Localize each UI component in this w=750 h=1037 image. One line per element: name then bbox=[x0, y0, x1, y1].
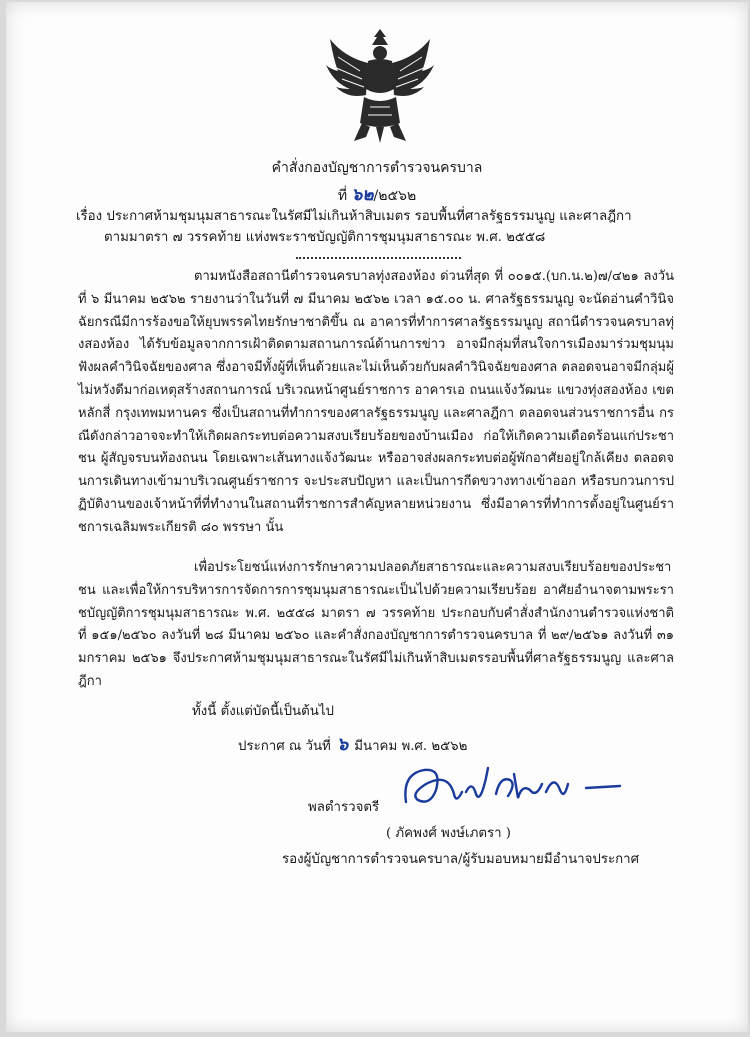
order-title: คำสั่งกองบัญชาการตำรวจนครบาล bbox=[271, 160, 483, 176]
signer-name: ( ภัคพงศ์ พงษ์เภตรา ) bbox=[386, 826, 511, 841]
order-number-suffix: /๒๕๖๒ bbox=[373, 188, 417, 204]
effective-date-statement: ทั้งนี้ ตั้งแต่บัดนี้เป็นต้นไป bbox=[192, 704, 334, 719]
garuda-emblem-icon bbox=[324, 27, 436, 145]
document-page bbox=[6, 2, 748, 1032]
signer-rank: พลตำรวจตรี bbox=[308, 800, 380, 815]
dotted-divider bbox=[296, 257, 461, 259]
announce-suffix: มีนาคม พ.ศ. ๒๕๖๒ bbox=[354, 739, 468, 754]
paragraph-1 bbox=[78, 266, 674, 540]
paragraph-1-text: ตามหนังสือสถานีตำรวจนครบาลทุ่งสองห้อง ด่วนที่สุด ที่ ๐๐๑๕.(บก.น.๒)๗/๔๒๑ ลงวันที่ ๖ มีนาคม ๒๕๖๒ รายงานว่าในวันที่ ๗ มีนาคม ๒๕๖๒ เวลา ๑๕.๐๐ น. ศาลรัฐธรรมนูญ จะนัดอ่านคำวินิจฉัยกรณีมีการร้องขอให้ยุบพรรคไทยรักษาชาติขึ้น ณ อาคารที่ทำการศาลรัฐธรรมนูญ สถานีตำรวจนครบาลทุ่งสองห้อง ได้รับข้อมูลจากการเฝ้าติดตามสถานการณ์ด้านการข่าว อาจมีกลุ่มที่สนใจการเมืองมาร่วมชุมนุม ฟังผลคำวินิจฉัยของศาล ซึ่งอาจมีทั้งผู้ที่เห็นด้วยและไม่เห็นด้วยกับผลคำวินิจฉัยของศาล ตลอดจนอาจมีกลุ่มผู้ไม่หวังดีมาก่อเหตุสร้างสถานการณ์ บริเวณหน้าศูนย์ราชการ อาคารเอ ถนนแจ้งวัฒนะ แขวงทุ่งสองห้อง เขตหลักสี่ กรุงเทพมหานคร ซึ่งเป็นสถานที่ทำการของศาลรัฐธรรมนูญ และศาลฎีกา ตลอดจนส่วนราชการอื่น กรณีดังกล่าวอาจจะทำให้เกิดผลกระทบต่อความสงบเรียบร้อยของบ้านเมือง ก่อให้เกิดความเดือดร้อนแก่ประชาชน ผู้สัญจรบนท้องถนน โดยเฉพาะเส้นทางแจ้งวัฒนะ หรืออาจส่งผลกระทบต่อผู้พักอาศัยอยู่ใกล้เคียง ตลอดจนการเดินทางเข้ามาบริเวณศูนย์ราชการ จะประสบปัญหา และเป็นการกีดขวางทางเข้าออก หรือรบกวนการปฏิบัติงานของเจ้าหน้าที่ที่ทำงานในสถานที่ราชการสำคัญหลายหน่วยงาน ซึ่งมีอาคารที่ทำการตั้งอยู่ในศูนย์ราชการเฉลิมพระเกียรติ ๘๐ พรรษา นั้น bbox=[78, 269, 674, 535]
paragraph-2-text: เพื่อประโยชน์แห่งการรักษาความปลอดภัยสาธารณะและความสงบเรียบร้อยของประชาชน และเพื่อให้การบริหารการจัดการการชุมนุมสาธารณะเป็นไปด้วยความเรียบร้อย อาศัยอำนาจตามพระราชบัญญัติการชุมนุมสาธารณะ พ.ศ. ๒๕๕๘ มาตรา ๗ วรรคท้าย ประกอบกับคำสั่งสำนักงานตำรวจแห่งชาติ ที่ ๑๕๑/๒๕๖๐ ลงวันที่ ๒๘ มีนาคม ๒๕๖๐ และคำสั่งกองบัญชาการตำรวจนครบาล ที่ ๒๙/๒๕๖๑ ลงวันที่ ๓๑ มกราคม ๒๕๖๑ จึงประกาศห้ามชุมนุมสาธารณะในรัศมีไม่เกินห้าสิบเมตรรอบพื้นที่ศาลรัฐธรรมนูญ และศาลฎีกา bbox=[78, 560, 674, 689]
announce-day-handwritten: ๖ bbox=[336, 734, 349, 755]
order-number-prefix: ที่ bbox=[337, 188, 348, 204]
subject-line-1: เรื่อง ประกาศห้ามชุมนุมสาธารณะในรัศมีไม่เกินห้าสิบเมตร รอบพื้นที่ศาลรัฐธรรมนูญ และศาลฎีกา bbox=[76, 209, 632, 224]
announce-prefix: ประกาศ ณ วันที่ bbox=[238, 739, 331, 754]
subject-line-2: ตามมาตรา ๗ วรรคท้าย แห่งพระราชบัญญัติการชุมนุมสาธารณะ พ.ศ. ๒๕๕๘ bbox=[104, 230, 546, 245]
order-number bbox=[6, 181, 748, 208]
signature-icon bbox=[396, 754, 626, 824]
paragraph-2 bbox=[78, 557, 674, 694]
signer-position: รองผู้บัญชาการตำรวจนครบาล/ผู้รับมอบหมายมีอำนาจประกาศ bbox=[282, 852, 640, 867]
order-number-handwritten: ๖๒ bbox=[351, 185, 374, 205]
subject bbox=[76, 206, 696, 248]
